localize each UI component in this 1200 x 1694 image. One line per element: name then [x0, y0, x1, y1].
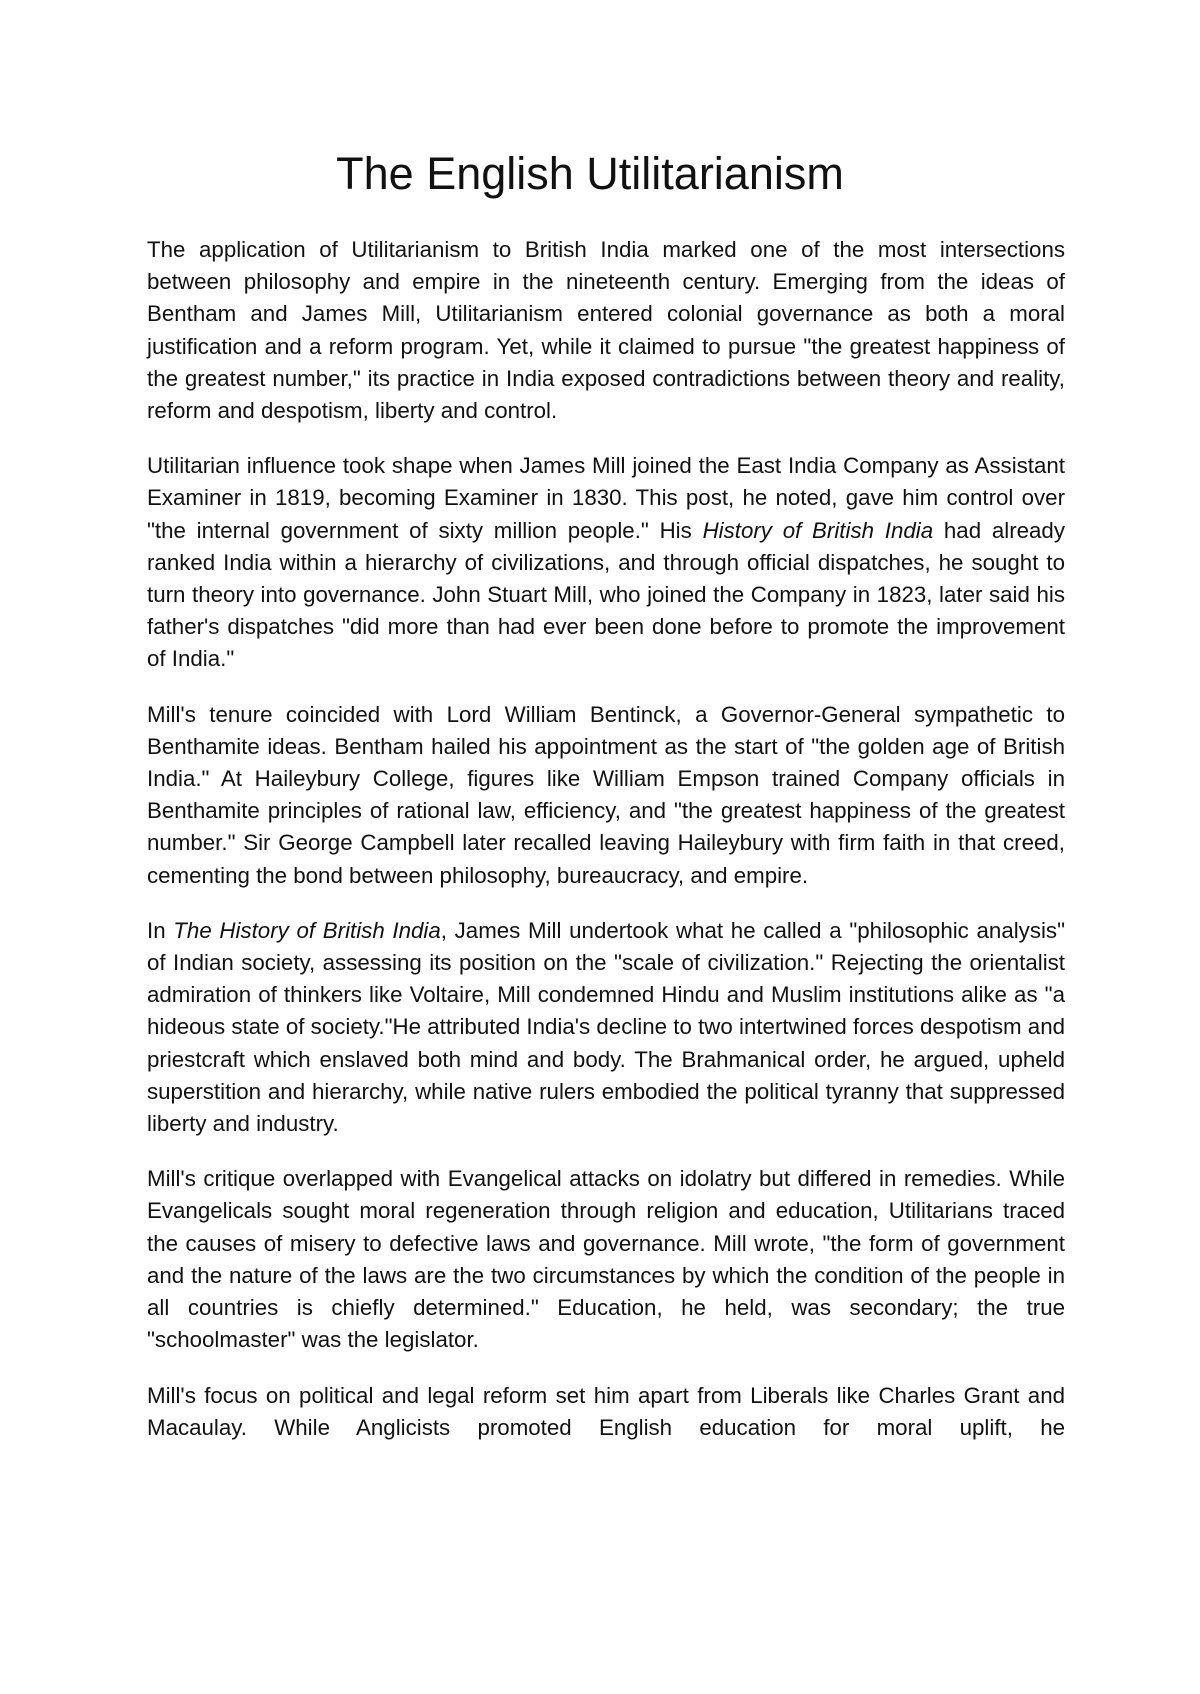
document-body	[147, 234, 1065, 1467]
paragraph-2	[147, 450, 1065, 675]
book-title-italic: The History of British India	[173, 917, 441, 943]
paragraph-3	[147, 699, 1065, 892]
paragraph-text: The application of Utilitarianism to British India marked one of the most intersections between philosophy and empire in the nineteenth century. Emerging from the ideas of Bentham and James Mill, Utilitarianism entered colonial governance as both a moral justification and a reform program. Yet, while it claimed to pursue "the greatest happiness of the greatest number," its practice in India exposed contradictions between theory and reality, reform and despotism, liberty and control.	[147, 237, 1065, 424]
book-title-italic: History of British India	[702, 517, 934, 543]
paragraph-text: Mill's critique overlapped with Evangelical attacks on idolatry but differed in remedies. While Evangelicals sought moral regeneration through religion and education, Utilitarians traced the causes of misery to defective laws and governance. Mill wrote, "the form of government and the nature of the laws are the two circumstances by which the condition of the people in all countries is chiefly determined." Education, he held, was secondary; the true "schoolmaster" was the legislator.	[147, 1166, 1065, 1353]
page-title: The English Utilitarianism	[336, 148, 844, 199]
paragraph-text: Utilitarian influence took shape when James Mill joined the East India Company as Assistant Examiner in 1819, becoming Examiner in 1830. This post, he noted, gave him control over "the internal government of sixty million people." His	[147, 453, 1065, 543]
paragraph-text: In	[147, 917, 174, 943]
paragraph-4	[147, 915, 1065, 1140]
paragraph-text: Mill's tenure coincided with Lord William Bentinck, a Governor-General sympathetic to Benthamite ideas. Bentham hailed his appointment as the start of "the golden age of British India." At Haileybury College, figures like William Empson trained Company officials in Benthamite principles of rational law, efficiency, and "the greatest happiness of the greatest number." Sir George Campbell later recalled leaving Haileybury with firm faith in that creed, cementing the bond between philosophy, bureaucracy, and empire.	[147, 701, 1065, 888]
paragraph-5	[147, 1163, 1065, 1356]
paragraph-text: , James Mill undertook what he called a "philosophic analysis" of Indian society, assessing its position on the "scale of civilization." Rejecting the orientalist admiration of thinkers like Voltaire, Mill condemned Hindu and Muslim institutions alike as "a hideous state of society."He attributed India's decline to two intertwined forces despotism and priestcraft which enslaved both mind and body. The Brahmanical order, he argued, upheld superstition and hierarchy, while native rulers embodied the political tyranny that suppressed liberty and industry.	[147, 917, 1065, 1137]
paragraph-6	[147, 1380, 1065, 1444]
paragraph-1	[147, 234, 1065, 427]
paragraph-text: had already ranked India within a hierarchy of civilizations, and through official dispatches, he sought to turn theory into governance. John Stuart Mill, who joined the Company in 1823, later said his father's dispatches "did more than had ever been done before to promote the improvement of India."	[147, 517, 1065, 672]
paragraph-text: Mill's focus on political and legal reform set him apart from Liberals like Charles Grant and Macaulay. While Anglicists promoted English education for moral uplift, he	[147, 1382, 1065, 1440]
